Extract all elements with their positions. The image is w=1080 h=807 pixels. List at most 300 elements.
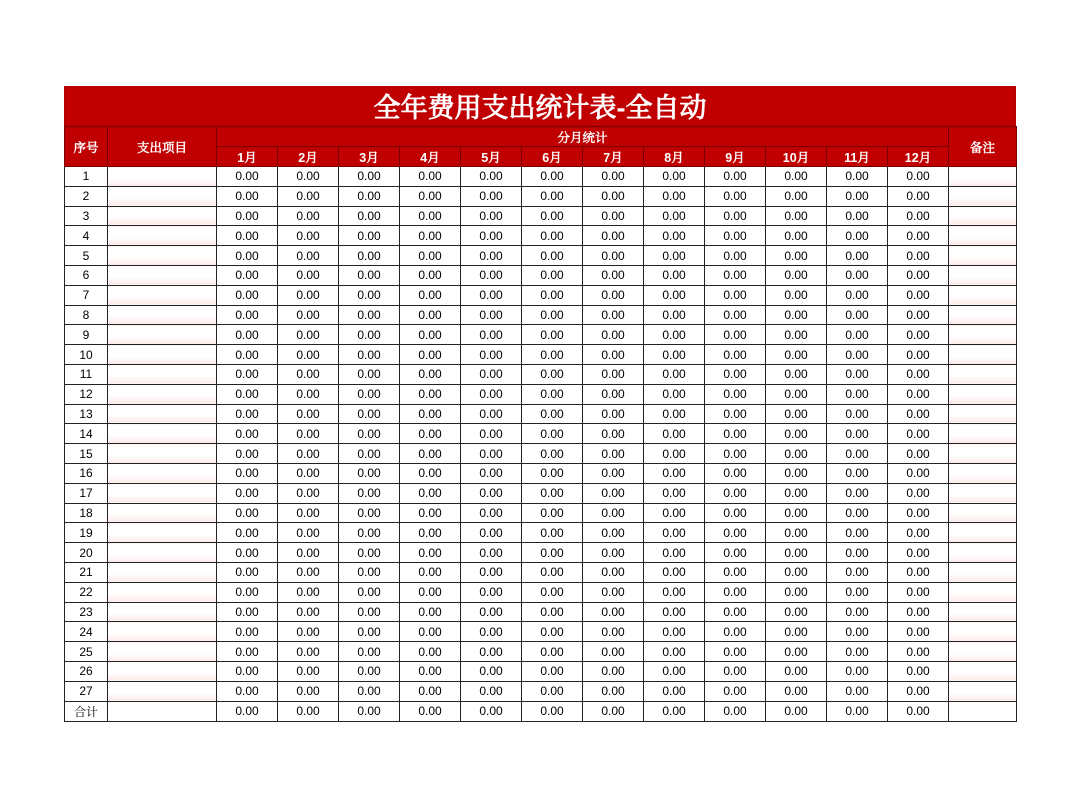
month-value-cell[interactable]: 0.00 [522, 681, 583, 701]
month-value-cell[interactable]: 0.00 [400, 424, 461, 444]
month-value-cell[interactable]: 0.00 [339, 562, 400, 582]
month-value-cell[interactable]: 0.00 [766, 285, 827, 305]
month-value-cell[interactable]: 0.00 [400, 364, 461, 384]
month-value-cell[interactable]: 0.00 [217, 543, 278, 563]
month-value-cell[interactable]: 0.00 [461, 364, 522, 384]
row-item-cell[interactable] [108, 681, 217, 701]
month-value-cell[interactable]: 0.00 [583, 543, 644, 563]
month-value-cell[interactable]: 0.00 [583, 226, 644, 246]
month-value-cell[interactable]: 0.00 [888, 325, 949, 345]
month-value-cell[interactable]: 0.00 [888, 602, 949, 622]
month-value-cell[interactable]: 0.00 [278, 206, 339, 226]
month-value-cell[interactable]: 0.00 [461, 543, 522, 563]
month-value-cell[interactable]: 0.00 [644, 246, 705, 266]
month-value-cell[interactable]: 0.00 [522, 226, 583, 246]
month-value-cell[interactable]: 0.00 [339, 345, 400, 365]
month-value-cell[interactable]: 0.00 [827, 483, 888, 503]
month-value-cell[interactable]: 0.00 [400, 463, 461, 483]
month-value-cell[interactable]: 0.00 [888, 622, 949, 642]
month-value-cell[interactable]: 0.00 [888, 681, 949, 701]
month-value-cell[interactable]: 0.00 [888, 562, 949, 582]
month-value-cell[interactable]: 0.00 [461, 681, 522, 701]
month-value-cell[interactable]: 0.00 [278, 503, 339, 523]
month-value-cell[interactable]: 0.00 [461, 483, 522, 503]
row-item-cell[interactable] [108, 305, 217, 325]
month-value-cell[interactable]: 0.00 [339, 226, 400, 246]
month-value-cell[interactable]: 0.00 [217, 424, 278, 444]
month-value-cell[interactable]: 0.00 [339, 246, 400, 266]
month-value-cell[interactable]: 0.00 [644, 345, 705, 365]
month-value-cell[interactable]: 0.00 [644, 463, 705, 483]
month-value-cell[interactable]: 0.00 [339, 503, 400, 523]
month-value-cell[interactable]: 0.00 [888, 463, 949, 483]
month-value-cell[interactable]: 0.00 [644, 602, 705, 622]
month-value-cell[interactable]: 0.00 [888, 503, 949, 523]
row-note-cell[interactable] [949, 226, 1017, 246]
month-value-cell[interactable]: 0.00 [766, 582, 827, 602]
month-value-cell[interactable]: 0.00 [217, 503, 278, 523]
month-value-cell[interactable]: 0.00 [705, 602, 766, 622]
month-value-cell[interactable]: 0.00 [766, 226, 827, 246]
month-value-cell[interactable]: 0.00 [888, 206, 949, 226]
month-value-cell[interactable]: 0.00 [583, 206, 644, 226]
month-value-cell[interactable]: 0.00 [400, 206, 461, 226]
month-value-cell[interactable]: 0.00 [461, 622, 522, 642]
month-value-cell[interactable]: 0.00 [278, 622, 339, 642]
month-value-cell[interactable]: 0.00 [583, 444, 644, 464]
row-item-cell[interactable] [108, 186, 217, 206]
row-item-cell[interactable] [108, 167, 217, 187]
row-note-cell[interactable] [949, 246, 1017, 266]
month-value-cell[interactable]: 0.00 [400, 265, 461, 285]
month-value-cell[interactable]: 0.00 [461, 206, 522, 226]
month-value-cell[interactable]: 0.00 [705, 562, 766, 582]
month-value-cell[interactable]: 0.00 [522, 543, 583, 563]
month-value-cell[interactable]: 0.00 [217, 602, 278, 622]
month-value-cell[interactable]: 0.00 [278, 483, 339, 503]
month-value-cell[interactable]: 0.00 [644, 285, 705, 305]
month-value-cell[interactable]: 0.00 [461, 325, 522, 345]
month-value-cell[interactable]: 0.00 [705, 523, 766, 543]
month-value-cell[interactable]: 0.00 [217, 226, 278, 246]
month-value-cell[interactable]: 0.00 [400, 305, 461, 325]
row-item-cell[interactable] [108, 364, 217, 384]
month-value-cell[interactable]: 0.00 [888, 285, 949, 305]
month-value-cell[interactable]: 0.00 [339, 681, 400, 701]
month-value-cell[interactable]: 0.00 [339, 661, 400, 681]
month-value-cell[interactable]: 0.00 [400, 523, 461, 543]
row-item-cell[interactable] [108, 483, 217, 503]
month-value-cell[interactable]: 0.00 [339, 424, 400, 444]
month-value-cell[interactable]: 0.00 [461, 167, 522, 187]
month-value-cell[interactable]: 0.00 [522, 246, 583, 266]
month-value-cell[interactable]: 0.00 [888, 305, 949, 325]
month-value-cell[interactable]: 0.00 [461, 582, 522, 602]
month-value-cell[interactable]: 0.00 [888, 582, 949, 602]
month-value-cell[interactable]: 0.00 [278, 325, 339, 345]
month-value-cell[interactable]: 0.00 [827, 523, 888, 543]
row-note-cell[interactable] [949, 206, 1017, 226]
month-value-cell[interactable]: 0.00 [461, 642, 522, 662]
month-value-cell[interactable]: 0.00 [827, 246, 888, 266]
row-note-cell[interactable] [949, 167, 1017, 187]
month-value-cell[interactable]: 0.00 [705, 503, 766, 523]
month-value-cell[interactable]: 0.00 [461, 285, 522, 305]
row-note-cell[interactable] [949, 562, 1017, 582]
month-value-cell[interactable]: 0.00 [766, 186, 827, 206]
month-value-cell[interactable]: 0.00 [583, 582, 644, 602]
month-value-cell[interactable]: 0.00 [339, 444, 400, 464]
month-value-cell[interactable]: 0.00 [522, 661, 583, 681]
row-item-cell[interactable] [108, 424, 217, 444]
month-value-cell[interactable]: 0.00 [217, 285, 278, 305]
row-item-cell[interactable] [108, 226, 217, 246]
month-value-cell[interactable]: 0.00 [766, 444, 827, 464]
month-value-cell[interactable]: 0.00 [827, 206, 888, 226]
month-value-cell[interactable]: 0.00 [278, 285, 339, 305]
row-item-cell[interactable] [108, 404, 217, 424]
month-value-cell[interactable]: 0.00 [217, 384, 278, 404]
month-value-cell[interactable]: 0.00 [461, 305, 522, 325]
month-value-cell[interactable]: 0.00 [766, 167, 827, 187]
month-value-cell[interactable]: 0.00 [461, 444, 522, 464]
month-value-cell[interactable]: 0.00 [705, 186, 766, 206]
month-value-cell[interactable]: 0.00 [583, 503, 644, 523]
month-value-cell[interactable]: 0.00 [339, 285, 400, 305]
month-value-cell[interactable]: 0.00 [583, 562, 644, 582]
row-note-cell[interactable] [949, 384, 1017, 404]
month-value-cell[interactable]: 0.00 [583, 661, 644, 681]
month-value-cell[interactable]: 0.00 [217, 463, 278, 483]
month-value-cell[interactable]: 0.00 [766, 483, 827, 503]
month-value-cell[interactable]: 0.00 [705, 206, 766, 226]
month-value-cell[interactable]: 0.00 [400, 582, 461, 602]
month-value-cell[interactable]: 0.00 [644, 681, 705, 701]
month-value-cell[interactable]: 0.00 [766, 246, 827, 266]
month-value-cell[interactable]: 0.00 [705, 325, 766, 345]
month-value-cell[interactable]: 0.00 [217, 404, 278, 424]
row-note-cell[interactable] [949, 622, 1017, 642]
month-value-cell[interactable]: 0.00 [644, 384, 705, 404]
month-value-cell[interactable]: 0.00 [278, 562, 339, 582]
row-item-cell[interactable] [108, 444, 217, 464]
month-value-cell[interactable]: 0.00 [644, 543, 705, 563]
month-value-cell[interactable]: 0.00 [827, 444, 888, 464]
month-value-cell[interactable]: 0.00 [339, 206, 400, 226]
month-value-cell[interactable]: 0.00 [583, 345, 644, 365]
month-value-cell[interactable]: 0.00 [217, 246, 278, 266]
row-note-cell[interactable] [949, 444, 1017, 464]
row-note-cell[interactable] [949, 582, 1017, 602]
month-value-cell[interactable]: 0.00 [217, 325, 278, 345]
month-value-cell[interactable]: 0.00 [522, 483, 583, 503]
month-value-cell[interactable]: 0.00 [705, 404, 766, 424]
month-value-cell[interactable]: 0.00 [278, 345, 339, 365]
month-value-cell[interactable]: 0.00 [583, 523, 644, 543]
month-value-cell[interactable]: 0.00 [217, 523, 278, 543]
month-value-cell[interactable]: 0.00 [827, 582, 888, 602]
month-value-cell[interactable]: 0.00 [339, 582, 400, 602]
month-value-cell[interactable]: 0.00 [217, 265, 278, 285]
month-value-cell[interactable]: 0.00 [400, 503, 461, 523]
month-value-cell[interactable]: 0.00 [400, 681, 461, 701]
month-value-cell[interactable]: 0.00 [583, 483, 644, 503]
month-value-cell[interactable]: 0.00 [888, 246, 949, 266]
month-value-cell[interactable]: 0.00 [339, 265, 400, 285]
month-value-cell[interactable]: 0.00 [339, 543, 400, 563]
month-value-cell[interactable]: 0.00 [766, 364, 827, 384]
month-value-cell[interactable]: 0.00 [461, 463, 522, 483]
month-value-cell[interactable]: 0.00 [339, 384, 400, 404]
month-value-cell[interactable]: 0.00 [644, 404, 705, 424]
month-value-cell[interactable]: 0.00 [644, 226, 705, 246]
month-value-cell[interactable]: 0.00 [827, 463, 888, 483]
row-item-cell[interactable] [108, 582, 217, 602]
month-value-cell[interactable]: 0.00 [705, 305, 766, 325]
month-value-cell[interactable]: 0.00 [583, 622, 644, 642]
month-value-cell[interactable]: 0.00 [766, 463, 827, 483]
month-value-cell[interactable]: 0.00 [583, 404, 644, 424]
month-value-cell[interactable]: 0.00 [827, 186, 888, 206]
month-value-cell[interactable]: 0.00 [644, 364, 705, 384]
month-value-cell[interactable]: 0.00 [766, 642, 827, 662]
month-value-cell[interactable]: 0.00 [766, 305, 827, 325]
month-value-cell[interactable]: 0.00 [339, 483, 400, 503]
month-value-cell[interactable]: 0.00 [583, 602, 644, 622]
row-item-cell[interactable] [108, 503, 217, 523]
month-value-cell[interactable]: 0.00 [339, 404, 400, 424]
month-value-cell[interactable]: 0.00 [766, 562, 827, 582]
month-value-cell[interactable]: 0.00 [644, 562, 705, 582]
row-item-cell[interactable] [108, 543, 217, 563]
month-value-cell[interactable]: 0.00 [644, 305, 705, 325]
row-note-cell[interactable] [949, 285, 1017, 305]
month-value-cell[interactable]: 0.00 [827, 424, 888, 444]
month-value-cell[interactable]: 0.00 [339, 463, 400, 483]
month-value-cell[interactable]: 0.00 [217, 206, 278, 226]
month-value-cell[interactable]: 0.00 [583, 384, 644, 404]
month-value-cell[interactable]: 0.00 [705, 661, 766, 681]
row-item-cell[interactable] [108, 602, 217, 622]
row-item-cell[interactable] [108, 246, 217, 266]
month-value-cell[interactable]: 0.00 [644, 186, 705, 206]
month-value-cell[interactable]: 0.00 [644, 167, 705, 187]
month-value-cell[interactable]: 0.00 [278, 364, 339, 384]
month-value-cell[interactable]: 0.00 [766, 404, 827, 424]
row-item-cell[interactable] [108, 463, 217, 483]
month-value-cell[interactable]: 0.00 [705, 285, 766, 305]
month-value-cell[interactable]: 0.00 [400, 226, 461, 246]
month-value-cell[interactable]: 0.00 [705, 463, 766, 483]
month-value-cell[interactable]: 0.00 [461, 226, 522, 246]
month-value-cell[interactable]: 0.00 [217, 167, 278, 187]
month-value-cell[interactable]: 0.00 [766, 503, 827, 523]
row-item-cell[interactable] [108, 345, 217, 365]
month-value-cell[interactable]: 0.00 [705, 265, 766, 285]
month-value-cell[interactable]: 0.00 [522, 305, 583, 325]
row-item-cell[interactable] [108, 285, 217, 305]
month-value-cell[interactable]: 0.00 [827, 661, 888, 681]
month-value-cell[interactable]: 0.00 [583, 364, 644, 384]
month-value-cell[interactable]: 0.00 [888, 483, 949, 503]
row-note-cell[interactable] [949, 186, 1017, 206]
row-note-cell[interactable] [949, 661, 1017, 681]
row-item-cell[interactable] [108, 265, 217, 285]
month-value-cell[interactable]: 0.00 [461, 602, 522, 622]
month-value-cell[interactable]: 0.00 [827, 543, 888, 563]
month-value-cell[interactable]: 0.00 [522, 265, 583, 285]
month-value-cell[interactable]: 0.00 [278, 186, 339, 206]
month-value-cell[interactable]: 0.00 [278, 543, 339, 563]
month-value-cell[interactable]: 0.00 [644, 642, 705, 662]
month-value-cell[interactable]: 0.00 [217, 305, 278, 325]
month-value-cell[interactable]: 0.00 [461, 246, 522, 266]
month-value-cell[interactable]: 0.00 [522, 384, 583, 404]
month-value-cell[interactable]: 0.00 [217, 642, 278, 662]
month-value-cell[interactable]: 0.00 [522, 167, 583, 187]
month-value-cell[interactable]: 0.00 [278, 226, 339, 246]
month-value-cell[interactable]: 0.00 [400, 622, 461, 642]
month-value-cell[interactable]: 0.00 [400, 325, 461, 345]
month-value-cell[interactable]: 0.00 [400, 562, 461, 582]
month-value-cell[interactable]: 0.00 [278, 582, 339, 602]
month-value-cell[interactable]: 0.00 [827, 167, 888, 187]
total-note-cell[interactable] [949, 701, 1017, 721]
month-value-cell[interactable]: 0.00 [217, 345, 278, 365]
month-value-cell[interactable]: 0.00 [461, 424, 522, 444]
month-value-cell[interactable]: 0.00 [827, 404, 888, 424]
month-value-cell[interactable]: 0.00 [400, 285, 461, 305]
month-value-cell[interactable]: 0.00 [461, 384, 522, 404]
month-value-cell[interactable]: 0.00 [583, 285, 644, 305]
row-note-cell[interactable] [949, 305, 1017, 325]
month-value-cell[interactable]: 0.00 [400, 444, 461, 464]
month-value-cell[interactable]: 0.00 [583, 424, 644, 444]
month-value-cell[interactable]: 0.00 [705, 167, 766, 187]
month-value-cell[interactable]: 0.00 [827, 503, 888, 523]
row-note-cell[interactable] [949, 265, 1017, 285]
month-value-cell[interactable]: 0.00 [888, 265, 949, 285]
month-value-cell[interactable]: 0.00 [400, 345, 461, 365]
month-value-cell[interactable]: 0.00 [583, 246, 644, 266]
row-note-cell[interactable] [949, 602, 1017, 622]
month-value-cell[interactable]: 0.00 [827, 622, 888, 642]
month-value-cell[interactable]: 0.00 [461, 503, 522, 523]
month-value-cell[interactable]: 0.00 [522, 364, 583, 384]
month-value-cell[interactable]: 0.00 [827, 642, 888, 662]
month-value-cell[interactable]: 0.00 [705, 681, 766, 701]
month-value-cell[interactable]: 0.00 [644, 483, 705, 503]
month-value-cell[interactable]: 0.00 [339, 622, 400, 642]
month-value-cell[interactable]: 0.00 [827, 285, 888, 305]
month-value-cell[interactable]: 0.00 [522, 602, 583, 622]
month-value-cell[interactable]: 0.00 [888, 167, 949, 187]
month-value-cell[interactable]: 0.00 [461, 265, 522, 285]
month-value-cell[interactable]: 0.00 [522, 404, 583, 424]
month-value-cell[interactable]: 0.00 [461, 404, 522, 424]
month-value-cell[interactable]: 0.00 [522, 622, 583, 642]
month-value-cell[interactable]: 0.00 [705, 444, 766, 464]
row-note-cell[interactable] [949, 364, 1017, 384]
row-note-cell[interactable] [949, 325, 1017, 345]
month-value-cell[interactable]: 0.00 [522, 463, 583, 483]
row-item-cell[interactable] [108, 523, 217, 543]
month-value-cell[interactable]: 0.00 [278, 642, 339, 662]
month-value-cell[interactable]: 0.00 [339, 523, 400, 543]
row-note-cell[interactable] [949, 503, 1017, 523]
month-value-cell[interactable]: 0.00 [583, 681, 644, 701]
month-value-cell[interactable]: 0.00 [705, 345, 766, 365]
month-value-cell[interactable]: 0.00 [766, 265, 827, 285]
month-value-cell[interactable]: 0.00 [766, 622, 827, 642]
month-value-cell[interactable]: 0.00 [766, 384, 827, 404]
month-value-cell[interactable]: 0.00 [644, 325, 705, 345]
month-value-cell[interactable]: 0.00 [705, 543, 766, 563]
month-value-cell[interactable]: 0.00 [461, 523, 522, 543]
month-value-cell[interactable]: 0.00 [827, 602, 888, 622]
month-value-cell[interactable]: 0.00 [522, 523, 583, 543]
month-value-cell[interactable]: 0.00 [522, 444, 583, 464]
month-value-cell[interactable]: 0.00 [827, 364, 888, 384]
month-value-cell[interactable]: 0.00 [522, 285, 583, 305]
month-value-cell[interactable]: 0.00 [217, 582, 278, 602]
month-value-cell[interactable]: 0.00 [705, 582, 766, 602]
month-value-cell[interactable]: 0.00 [339, 325, 400, 345]
month-value-cell[interactable]: 0.00 [522, 582, 583, 602]
month-value-cell[interactable]: 0.00 [522, 206, 583, 226]
month-value-cell[interactable]: 0.00 [400, 384, 461, 404]
month-value-cell[interactable]: 0.00 [888, 444, 949, 464]
month-value-cell[interactable]: 0.00 [888, 642, 949, 662]
month-value-cell[interactable]: 0.00 [278, 444, 339, 464]
month-value-cell[interactable]: 0.00 [461, 345, 522, 365]
month-value-cell[interactable]: 0.00 [827, 345, 888, 365]
month-value-cell[interactable]: 0.00 [461, 562, 522, 582]
month-value-cell[interactable]: 0.00 [400, 543, 461, 563]
month-value-cell[interactable]: 0.00 [766, 602, 827, 622]
month-value-cell[interactable]: 0.00 [461, 661, 522, 681]
month-value-cell[interactable]: 0.00 [278, 424, 339, 444]
month-value-cell[interactable]: 0.00 [522, 325, 583, 345]
month-value-cell[interactable]: 0.00 [827, 305, 888, 325]
month-value-cell[interactable]: 0.00 [888, 226, 949, 246]
month-value-cell[interactable]: 0.00 [278, 681, 339, 701]
month-value-cell[interactable]: 0.00 [400, 642, 461, 662]
month-value-cell[interactable]: 0.00 [766, 543, 827, 563]
month-value-cell[interactable]: 0.00 [400, 483, 461, 503]
month-value-cell[interactable]: 0.00 [644, 622, 705, 642]
month-value-cell[interactable]: 0.00 [644, 265, 705, 285]
month-value-cell[interactable]: 0.00 [217, 364, 278, 384]
month-value-cell[interactable]: 0.00 [827, 265, 888, 285]
month-value-cell[interactable]: 0.00 [644, 582, 705, 602]
month-value-cell[interactable]: 0.00 [766, 661, 827, 681]
month-value-cell[interactable]: 0.00 [583, 642, 644, 662]
row-item-cell[interactable] [108, 562, 217, 582]
month-value-cell[interactable]: 0.00 [827, 562, 888, 582]
month-value-cell[interactable]: 0.00 [339, 642, 400, 662]
month-value-cell[interactable]: 0.00 [278, 661, 339, 681]
month-value-cell[interactable]: 0.00 [339, 305, 400, 325]
month-value-cell[interactable]: 0.00 [339, 167, 400, 187]
month-value-cell[interactable]: 0.00 [583, 167, 644, 187]
month-value-cell[interactable]: 0.00 [888, 404, 949, 424]
month-value-cell[interactable]: 0.00 [583, 265, 644, 285]
month-value-cell[interactable]: 0.00 [888, 186, 949, 206]
month-value-cell[interactable]: 0.00 [339, 364, 400, 384]
month-value-cell[interactable]: 0.00 [888, 424, 949, 444]
month-value-cell[interactable]: 0.00 [522, 562, 583, 582]
